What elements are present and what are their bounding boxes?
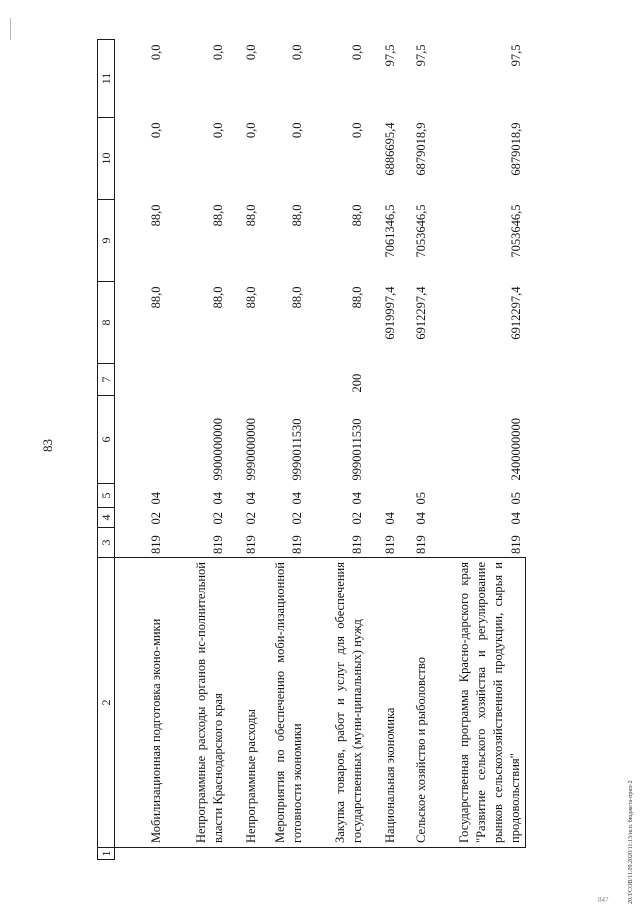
subsection-code: 04 <box>243 492 258 505</box>
table-row <box>166 40 228 860</box>
column-header: 8 <box>98 282 115 364</box>
amount-col-10: 0,0 <box>289 122 304 139</box>
percent-col-11: 0,0 <box>349 44 364 61</box>
expense-type-code <box>367 364 400 396</box>
table-row <box>400 40 431 860</box>
expense-type-code <box>166 364 228 396</box>
amount-col-9: 88,0 <box>289 204 304 227</box>
percent-col-11: 0,0 <box>243 44 258 61</box>
amount-col-10: 6879018,9 <box>413 122 428 176</box>
column-header: 3 <box>98 528 115 558</box>
section-code: 04 <box>508 512 523 525</box>
row-name: Государственная программа Красно-дарского края "Развитие сельского хозяйства и регулирование рынков сельскохозяйственной продукции, сырья и продовольствия" <box>431 558 526 848</box>
subsection-code: 04 <box>148 492 163 505</box>
amount-col-8: 88,0 <box>148 286 163 309</box>
row-gutter <box>367 848 400 860</box>
row-gutter <box>307 848 367 860</box>
amount-col-10: 0,0 <box>243 122 258 139</box>
amount-col-9: 7053646,5 <box>413 204 428 258</box>
row-gutter <box>261 848 307 860</box>
column-header: 11 <box>98 40 115 118</box>
table-row <box>431 40 526 860</box>
subsection-code: 04 <box>349 492 364 505</box>
column-header: 1 <box>98 848 115 860</box>
cropped-page-mark: 847 <box>598 896 609 904</box>
column-header: 9 <box>98 200 115 282</box>
target-article-code: 9900000000 <box>210 418 225 481</box>
column-header: 10 <box>98 118 115 200</box>
target-article-code: 9990000000 <box>243 418 258 481</box>
section-code: 04 <box>382 512 397 525</box>
amount-col-8: 88,0 <box>349 286 364 309</box>
admin-code: 819 <box>508 535 523 554</box>
column-number-row <box>98 40 115 860</box>
row-name: Сельское хозяйство и рыболовство <box>400 558 431 848</box>
table-row <box>367 40 400 860</box>
expense-type-code: 200 <box>349 373 364 393</box>
target-article-code <box>367 396 400 484</box>
section-code: 02 <box>289 512 304 525</box>
row-gutter <box>166 848 228 860</box>
table-row <box>307 40 367 860</box>
amount-col-10: 0,0 <box>148 122 163 139</box>
target-article-code: 9990011530 <box>289 418 304 481</box>
budget-table-container <box>97 40 547 860</box>
amount-col-9: 7061346,5 <box>382 204 397 258</box>
expense-type-code <box>261 364 307 396</box>
target-article-code <box>115 396 166 484</box>
target-article-code <box>400 396 431 484</box>
column-header: 2 <box>98 558 115 848</box>
row-name: Непрограммные расходы <box>228 558 261 848</box>
percent-col-11: 97,5 <box>413 44 428 67</box>
row-name: Мобилизационная подготовка эконо-мики <box>115 558 166 848</box>
budget-table <box>97 39 526 860</box>
admin-code: 819 <box>382 535 397 554</box>
admin-code: 819 <box>243 535 258 554</box>
section-code: 02 <box>210 512 225 525</box>
amount-col-8: 6912297,4 <box>508 286 523 340</box>
admin-code: 819 <box>148 535 163 554</box>
row-name: Закупка товаров, работ и услуг для обеспечения государственных (муни-ципальных) нужд <box>307 558 367 848</box>
amount-col-9: 7053646,5 <box>508 204 523 258</box>
subsection-code: 05 <box>508 492 523 505</box>
expense-type-code <box>431 364 526 396</box>
amount-col-10: 6886695,4 <box>382 122 397 176</box>
column-header: 5 <box>98 484 115 508</box>
expense-type-code <box>400 364 431 396</box>
amount-col-8: 88,0 <box>289 286 304 309</box>
admin-code: 819 <box>289 535 304 554</box>
row-gutter <box>228 848 261 860</box>
table-row <box>228 40 261 860</box>
document-reference-note: 20.3/СОВ/11.09.2020/11:13/исп. бюджета-прил-2 <box>628 780 634 904</box>
margin-mark <box>10 18 11 40</box>
amount-col-9: 88,0 <box>210 204 225 227</box>
row-name: Мероприятия по обеспечению моби-лизационной готовности экономики <box>261 558 307 848</box>
row-gutter <box>400 848 431 860</box>
percent-col-11: 97,5 <box>508 44 523 67</box>
percent-col-11: 97,5 <box>382 44 397 67</box>
percent-col-11: 0,0 <box>289 44 304 61</box>
percent-col-11: 0,0 <box>210 44 225 61</box>
row-name: Непрограммные расходы органов ис-полнительной власти Краснодарского края <box>166 558 228 848</box>
column-header: 4 <box>98 508 115 528</box>
amount-col-8: 6912297,4 <box>413 286 428 340</box>
column-header: 6 <box>98 396 115 484</box>
amount-col-10: 6879018,9 <box>508 122 523 176</box>
page-number: 83 <box>40 439 55 452</box>
row-name: Национальная экономика <box>367 558 400 848</box>
admin-code: 819 <box>413 535 428 554</box>
column-header: 7 <box>98 364 115 396</box>
table-row <box>261 40 307 860</box>
amount-col-8: 6919997,4 <box>382 286 397 340</box>
amount-col-10: 0,0 <box>210 122 225 139</box>
subsection-code: 04 <box>289 492 304 505</box>
amount-col-8: 88,0 <box>210 286 225 309</box>
subsection-code: 05 <box>413 492 428 505</box>
table-row <box>115 40 166 860</box>
section-code: 02 <box>243 512 258 525</box>
amount-col-9: 88,0 <box>148 204 163 227</box>
expense-type-code <box>228 364 261 396</box>
target-article-code: 9990011530 <box>349 418 364 481</box>
amount-col-10: 0,0 <box>349 122 364 139</box>
percent-col-11: 0,0 <box>148 44 163 61</box>
subsection-code <box>367 484 400 508</box>
admin-code: 819 <box>349 535 364 554</box>
row-gutter <box>115 848 166 860</box>
section-code: 02 <box>148 512 163 525</box>
target-article-code: 2400000000 <box>508 418 523 481</box>
admin-code: 819 <box>210 535 225 554</box>
section-code: 02 <box>349 512 364 525</box>
amount-col-9: 88,0 <box>243 204 258 227</box>
row-gutter <box>431 848 526 860</box>
subsection-code: 04 <box>210 492 225 505</box>
section-code: 04 <box>413 512 428 525</box>
amount-col-8: 88,0 <box>243 286 258 309</box>
expense-type-code <box>115 364 166 396</box>
amount-col-9: 88,0 <box>349 204 364 227</box>
